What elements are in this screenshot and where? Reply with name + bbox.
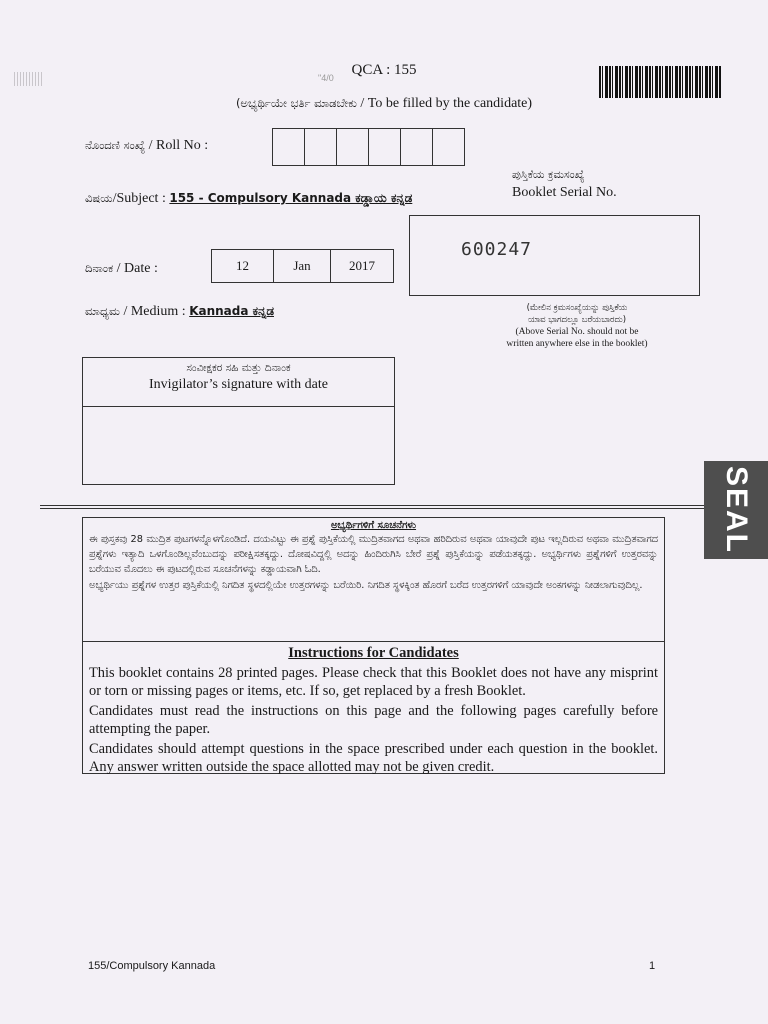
subject-value: 155 - Compulsory Kannada ಕಡ್ಡಾಯ ಕನ್ನಡ — [169, 191, 413, 205]
english-instruction-para: Candidates should attempt questions in the space prescribed under each question in the booklet. Any answer written outside the space allotted may not be given credit. — [89, 741, 658, 775]
serial-note-en-line1: (Above Serial No. should not be — [515, 327, 639, 337]
english-instructions-heading: Instructions for Candidates — [288, 645, 459, 661]
filled-by-candidate-note — [0, 96, 768, 112]
serial-note-en-line2: written anywhere else in the booklet) — [506, 339, 648, 349]
seal-text: SEAL — [720, 465, 753, 555]
booklet-serial-box — [409, 215, 700, 296]
divider-line — [40, 508, 704, 509]
roll-digit-box[interactable] — [401, 129, 433, 165]
kannada-instructions-heading: ಅಭ್ಯರ್ಥಿಗಳಿಗೆ ಸೂಚನೆಗಳು — [330, 520, 417, 531]
barcode — [599, 66, 721, 98]
kannada-instruction-para: ಈ ಪುಸ್ತಕವು 28 ಮುದ್ರಿತ ಪುಟಗಳನ್ನೊಳಗೊಂಡಿದೆ. ದಯವಿಟ್ಟು ಈ ಪ್ರಶ್ನೆ ಪುಸ್ತಿಕೆಯಲ್ಲಿ ಮುದ್ರಿತವಾಗದ ಅಥವಾ ಹರಿದಿರುವ ಅಥವಾ ಯಾವುದೇ ಪುಟ ಇಲ್ಲದಿರುವ ಅಥವಾ ಮುದ್ರಿತವಾಗದ ಪ್ರಶ್ನೆಗಳು ಇತ್ಯಾದಿ ಒಳಗೊಂಡಿಲ್ಲವೆಂಬುದನ್ನು ಪರೀಕ್ಷಿಸತಕ್ಕದ್ದು. ದೋಷವಿದ್ದಲ್ಲಿ ಅದನ್ನು ಹಿಂದಿರುಗಿಸಿ ಬೇರೆ ಪ್ರಶ್ನೆ ಪುಸ್ತಿಕೆಯನ್ನು ಪಡೆಯತಕ್ಕದ್ದು. ಅಭ್ಯರ್ಥಿಗಳು ಪ್ರಶ್ನೆಗಳಿಗೆ ಉತ್ತರವನ್ನು ಬರೆಯುವ ಮೊದಲು ಈ ಪುಟದಲ್ಲಿರುವ ಸೂಚನೆಗಳನ್ನು ಕಡ್ಡಾಯವಾಗಿ ಓದಿ. — [89, 534, 658, 576]
page-number: 1 — [649, 960, 656, 972]
kannada-instruction-para: ಅಭ್ಯರ್ಥಿಯು ಪ್ರಶ್ನೆಗಳ ಉತ್ತರ ಪುಸ್ತಿಕೆಯಲ್ಲಿ ನಿಗದಿತ ಸ್ಥಳದಲ್ಲಿಯೇ ಉತ್ತರಗಳನ್ನು ಬರೆಯಿರಿ. ನಿಗದಿತ ಸ್ಥಳಕ್ಕಿಂತ ಹೊರಗೆ ಬರೆದ ಉತ್ತರಗಳಿಗೆ ಯಾವುದೇ ಅಂಕಗಳನ್ನು ನೀಡಲಾಗುವುದಿಲ್ಲ. — [89, 579, 643, 591]
subject-label-kn: ವಿಷಯ — [85, 191, 113, 205]
date-label-kn: ದಿನಾಂಕ — [85, 261, 114, 275]
filled-note-kn: (ಅಭ್ಯರ್ಥಿಯೇ ಭರ್ತಿ ಮಾಡಬೇಕು — [235, 96, 357, 110]
roll-digit-box[interactable] — [433, 129, 464, 165]
english-instruction-para: Candidates must read the instructions on this page and the following pages carefully before attempting the paper. — [89, 703, 658, 737]
roll-label-en: / Roll No : — [145, 138, 209, 153]
roll-digit-box[interactable] — [369, 129, 401, 165]
date-day: 12 — [212, 250, 274, 282]
booklet-serial-number: 600247 — [461, 239, 533, 260]
roll-digit-box[interactable] — [305, 129, 337, 165]
date-month: Jan — [274, 250, 331, 282]
roll-no-boxes[interactable] — [272, 128, 465, 166]
date-label — [85, 261, 158, 277]
date-label-en: / Date : — [113, 261, 158, 276]
faint-stamp-text: "4/0 — [318, 73, 334, 83]
roll-no-label — [85, 138, 208, 154]
filled-note-en: / To be filled by the candidate) — [356, 96, 533, 111]
date-year: 2017 — [349, 258, 375, 273]
invigilator-header — [83, 358, 394, 407]
footer-subject: 155/Compulsory Kannada — [88, 960, 216, 972]
serial-note-kn-line2: ಯಾವ ಭಾಗದಲ್ಲೂ ಬರೆಯಬಾರದು) — [527, 315, 627, 325]
divider-line — [40, 505, 704, 506]
kannada-instructions — [83, 518, 664, 642]
seal-tab — [704, 461, 768, 559]
date-boxes — [211, 249, 394, 283]
instructions-box — [82, 517, 665, 774]
invigilator-signature-area[interactable] — [83, 407, 394, 484]
medium-row — [85, 304, 274, 320]
invigilator-signature-box — [82, 357, 395, 485]
booklet-serial-label-kn: ಪುಸ್ತಿಕೆಯ ಕ್ರಮಸಂಖ್ಯೆ — [512, 168, 585, 181]
subject-label-en: /Subject : — [112, 191, 170, 206]
booklet-serial-label — [512, 168, 617, 201]
subject-row — [85, 191, 412, 207]
invigilator-label-kn: ಸಂವೀಕ್ಷಕರ ಸಹಿ ಮತ್ತು ದಿನಾಂಕ — [186, 362, 291, 374]
serial-note-kn-line1: (ಮೇಲಿನ ಕ್ರಮಸಂಖ್ಯೆಯನ್ನು ಪುಸ್ತಿಕೆಯ — [526, 303, 628, 313]
medium-label-kn: ಮಾಧ್ಯಮ — [85, 304, 120, 318]
roll-label-kn: ನೊಂದಣಿ ಸಂಖ್ಯೆ — [85, 138, 146, 152]
paper-code: QCA : 155 — [351, 62, 417, 78]
medium-label-en: / Medium : — [119, 304, 190, 319]
booklet-serial-label-en: Booklet Serial No. — [512, 185, 617, 200]
roll-digit-box[interactable] — [273, 129, 305, 165]
english-instructions — [83, 642, 664, 776]
roll-digit-box[interactable] — [337, 129, 369, 165]
invigilator-label-en: Invigilator’s signature with date — [149, 377, 328, 392]
serial-number-note — [466, 302, 688, 350]
english-instruction-para: This booklet contains 28 printed pages. Please check that this Booklet does not have any misprint or torn or missing pages or items, etc. If so, get replaced by a fresh Booklet. — [89, 665, 658, 699]
medium-value: Kannada ಕನ್ನಡ — [189, 304, 274, 318]
